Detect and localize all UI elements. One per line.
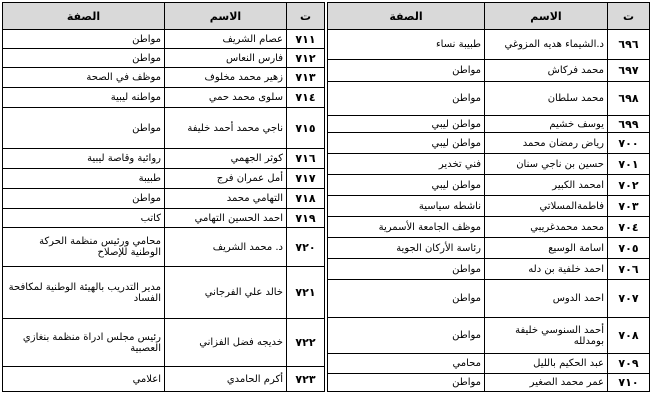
row-name: يوسف خشيم <box>485 116 608 133</box>
row-number: ٦٩٦ <box>608 30 650 60</box>
table-row <box>3 49 325 68</box>
row-name: خالد علي الفرجاني <box>165 267 287 319</box>
row-name: فارس النعاس <box>165 49 287 68</box>
row-number: ٦٩٩ <box>608 116 650 133</box>
row-description: مواطن <box>328 318 485 354</box>
row-description: رئاسة الأركان الجوية <box>328 238 485 259</box>
header-num: ت <box>287 3 325 30</box>
row-name: خديجه فضل الفزاني <box>165 319 287 367</box>
table-row <box>328 238 650 259</box>
table-row <box>3 367 325 392</box>
row-description: روائية وقاصة ليبية <box>3 149 165 169</box>
table-row <box>3 108 325 149</box>
row-number: ٧٢٣ <box>287 367 325 392</box>
row-number: ٧٠١ <box>608 154 650 175</box>
row-description: مواطن <box>3 49 165 68</box>
row-name: احمد الحسين التهامي <box>165 209 287 228</box>
names-table-right <box>327 2 650 392</box>
row-description: كاتب <box>3 209 165 228</box>
table-row <box>328 154 650 175</box>
row-name: محمد محمدغريبي <box>485 217 608 238</box>
row-name: اسامة الوسيع <box>485 238 608 259</box>
row-name: كوثر الجهمي <box>165 149 287 169</box>
header-row <box>328 3 650 30</box>
table-row <box>328 60 650 82</box>
row-name: أمل عمران فرج <box>165 169 287 189</box>
table-row <box>328 30 650 60</box>
table-row <box>3 209 325 228</box>
header-desc: الصفة <box>328 3 485 30</box>
row-description: مواطن <box>328 374 485 392</box>
table-row <box>328 196 650 217</box>
row-name: امحمد الكبير <box>485 175 608 196</box>
row-number: ٧٠٠ <box>608 133 650 154</box>
header-desc: الصفة <box>3 3 165 30</box>
row-description: مواطن <box>328 259 485 280</box>
header-name: الاسم <box>165 3 287 30</box>
row-description: رئيس مجلس ادراة منظمة بنغازي العصبية <box>3 319 165 367</box>
row-number: ٧١٢ <box>287 49 325 68</box>
row-name: سلوى محمد حمي <box>165 88 287 108</box>
table-row <box>3 228 325 267</box>
row-number: ٧١٧ <box>287 169 325 189</box>
table-row <box>328 280 650 318</box>
row-number: ٧١٨ <box>287 189 325 209</box>
row-description: مواطن ليبي <box>328 116 485 133</box>
row-number: ٧١٥ <box>287 108 325 149</box>
row-description: طبيبة <box>3 169 165 189</box>
row-description: محامي ورئيس منظمة الحركة الوطنية للإصلاح <box>3 228 165 267</box>
row-number: ٧١٩ <box>287 209 325 228</box>
table-row <box>328 133 650 154</box>
table-row <box>3 68 325 88</box>
row-description: ناشطه سياسية <box>328 196 485 217</box>
row-number: ٧٠٨ <box>608 318 650 354</box>
row-description: طبيبة نساء <box>328 30 485 60</box>
row-description: موظف الجامعة الأسمرية <box>328 217 485 238</box>
row-name: د. محمد الشريف <box>165 228 287 267</box>
row-number: ٧٠٢ <box>608 175 650 196</box>
header-row <box>3 3 325 30</box>
table-row <box>328 259 650 280</box>
row-name: ناجي محمد أحمد خليفة <box>165 108 287 149</box>
row-name: د.الشيماء هديه المزوغي <box>485 30 608 60</box>
row-number: ٧١٤ <box>287 88 325 108</box>
row-name: أحمد السنوسي خليفة بومدلله <box>485 318 608 354</box>
table-row <box>3 149 325 169</box>
row-name: رياض رمضان محمد <box>485 133 608 154</box>
row-name: التهامي محمد <box>165 189 287 209</box>
row-number: ٧١١ <box>287 30 325 49</box>
table-row <box>3 319 325 367</box>
row-description: مواطنه ليبية <box>3 88 165 108</box>
row-description: مواطن <box>3 189 165 209</box>
table-row <box>3 30 325 49</box>
header-name: الاسم <box>485 3 608 30</box>
row-name: عصام الشريف <box>165 30 287 49</box>
table-row <box>3 189 325 209</box>
table-row <box>328 82 650 116</box>
row-description: مواطن <box>328 82 485 116</box>
table-row <box>3 169 325 189</box>
table-row <box>328 175 650 196</box>
table-row <box>3 267 325 319</box>
row-description: مدير التدريب بالهيئة الوطنية لمكافحة الفساد <box>3 267 165 319</box>
row-description: مواطن <box>328 60 485 82</box>
row-name: حسين بن ناجي سنان <box>485 154 608 175</box>
names-table-left <box>2 2 325 392</box>
row-number: ٧٠٩ <box>608 354 650 374</box>
row-name: محمد سلطان <box>485 82 608 116</box>
row-name: فاطمةالمسلاتي <box>485 196 608 217</box>
row-number: ٧٠٣ <box>608 196 650 217</box>
row-number: ٦٩٨ <box>608 82 650 116</box>
row-name: أكرم الحامدي <box>165 367 287 392</box>
row-name: احمد الدوس <box>485 280 608 318</box>
row-number: ٧٢٢ <box>287 319 325 367</box>
row-number: ٧٠٧ <box>608 280 650 318</box>
row-number: ٧١٠ <box>608 374 650 392</box>
row-number: ٧٠٤ <box>608 217 650 238</box>
row-number: ٧١٦ <box>287 149 325 169</box>
header-num: ت <box>608 3 650 30</box>
row-name: عبد الحكيم بالليل <box>485 354 608 374</box>
table-row <box>328 116 650 133</box>
table-row <box>3 88 325 108</box>
table-row <box>328 374 650 392</box>
row-number: ٧٢٠ <box>287 228 325 267</box>
row-description: مواطن ليبي <box>328 133 485 154</box>
row-description: مواطن <box>3 108 165 149</box>
row-name: عمر محمد الصغير <box>485 374 608 392</box>
table-row <box>328 217 650 238</box>
row-name: زهير محمد مخلوف <box>165 68 287 88</box>
row-description: مواطن <box>3 30 165 49</box>
row-number: ٦٩٧ <box>608 60 650 82</box>
row-description: مواطن ليبي <box>328 175 485 196</box>
row-number: ٧١٣ <box>287 68 325 88</box>
row-description: اعلامي <box>3 367 165 392</box>
row-description: محامي <box>328 354 485 374</box>
row-description: موظف في الصحة <box>3 68 165 88</box>
row-number: ٧٠٦ <box>608 259 650 280</box>
row-name: محمد فركاش <box>485 60 608 82</box>
table-row <box>328 318 650 354</box>
row-description: مواطن <box>328 280 485 318</box>
row-number: ٧٠٥ <box>608 238 650 259</box>
row-name: احمد خلفية بن دله <box>485 259 608 280</box>
row-description: فني تخدير <box>328 154 485 175</box>
row-number: ٧٢١ <box>287 267 325 319</box>
table-row <box>328 354 650 374</box>
